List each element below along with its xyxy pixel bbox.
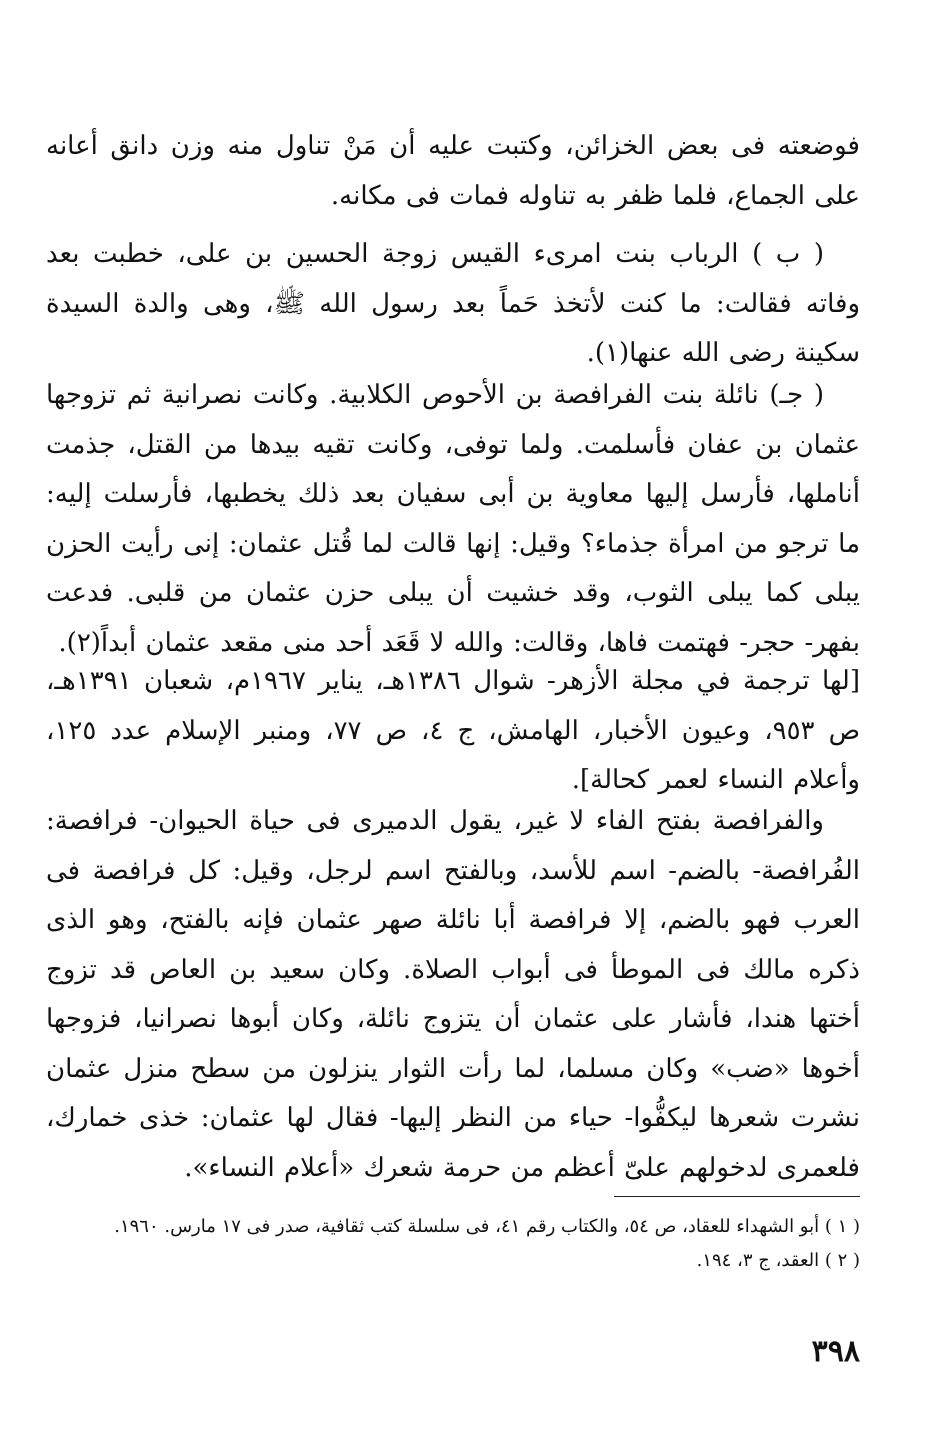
paragraph-references: [46, 657, 860, 806]
paragraph-naila: [46, 371, 860, 668]
paragraph-text: والفرافصة بفتح الفاء لا غير، يقول الدميرى فى حياة الحيوان- فرافصة: الفُرافصة- بالضم- اسم للأسد، وبالفتح اسم لرجل، وقيل: كل فرافصة فى العرب فهو بالضم، إلا فرافصة أبا نائلة صهر عثمان فإنه بالفتح، وهو الذى ذكره مالك فى الموطأ فى أبواب الصلاة. وكان سعيد بن العاص قد تزوج أختها هندا، فأشار على عثمان أن يتزوج نائلة، وكان أبوها نصرانيا، فزوجها أخوها «ضب» وكان مسلما، لما رأت الثوار ينزلون من سطح منزل عثمان نشرت شعرها ليكفُّوا- حياء من النظر إليها- فقال لها عثمان: خذى خمارك، فلعمرى لدخولهم علىّ أعظم من حرمة شعرك «أعلام النساء».: [46, 806, 860, 1183]
paragraph-rabab: [46, 230, 860, 379]
footnotes: [46, 1210, 860, 1278]
paragraph-continuation: [46, 122, 860, 221]
footnote-divider: [614, 1196, 860, 1197]
paragraph-text: ( جـ) نائلة بنت الفرافصة بن الأحوص الكلابية. وكانت نصرانية ثم تزوجها عثمان بن عفان فأسلمت. ولما توفى، وكانت تقيه بيدها من القتل، جذمت أناملها، فأرسل إليها معاوية بن أبى سفيان بعد ذلك يخطبها، فأرسلت إليه: ما ترجو من امرأة جذماء؟ وقيل: إنها قالت لما قُتل عثمان: إنى رأيت الحزن يبلى كما يبلى الثوب، وقد خشيت أن يبلى حزن عثمان من قلبى. فدعت بفهر- حجر- فهتمت فاها، وقالت: والله لا قَعَد أحد منى مقعد عثمان أبداً(٢).: [46, 380, 860, 658]
page-number: ٣٩٨: [811, 1334, 860, 1369]
paragraph-text: [لها ترجمة في مجلة الأزهر- شوال ١٣٨٦هـ، يناير ١٩٦٧م، شعبان ١٣٩١هـ، ص ٩٥٣، وعيون الأخبار، الهامش، ج ٤، ص ٧٧، ومنبر الإسلام عدد ١٢٥، وأعلام النساء لعمر كحالة].: [46, 666, 861, 795]
paragraph-text: ( ب ) الرباب بنت امرىء القيس زوجة الحسين بن على، خطبت بعد وفاته فقالت: ما كنت لأتخذ حَماً بعد رسول الله ﷺ، وهى والدة السيدة سكينة رضى الله عنها(١).: [46, 239, 860, 368]
footnote-2: ( ٢ ) العقد، ج ٣، ١٩٤.: [696, 1250, 860, 1271]
paragraph-text: فوضعته فى بعض الخزائن، وكتبت عليه أن مَنْ تناول منه وزن دانق أعانه على الجماع، فلما ظفر به تناوله فمات فى مكانه.: [46, 131, 860, 211]
paragraph-farafisa: [46, 797, 860, 1193]
footnote-1: ( ١ ) أبو الشهداء للعقاد، ص ٥٤، والكتاب رقم ٤١، فى سلسلة كتب ثقافية، صدر فى ١٧ مارس. ١٩٦٠.: [114, 1216, 860, 1237]
